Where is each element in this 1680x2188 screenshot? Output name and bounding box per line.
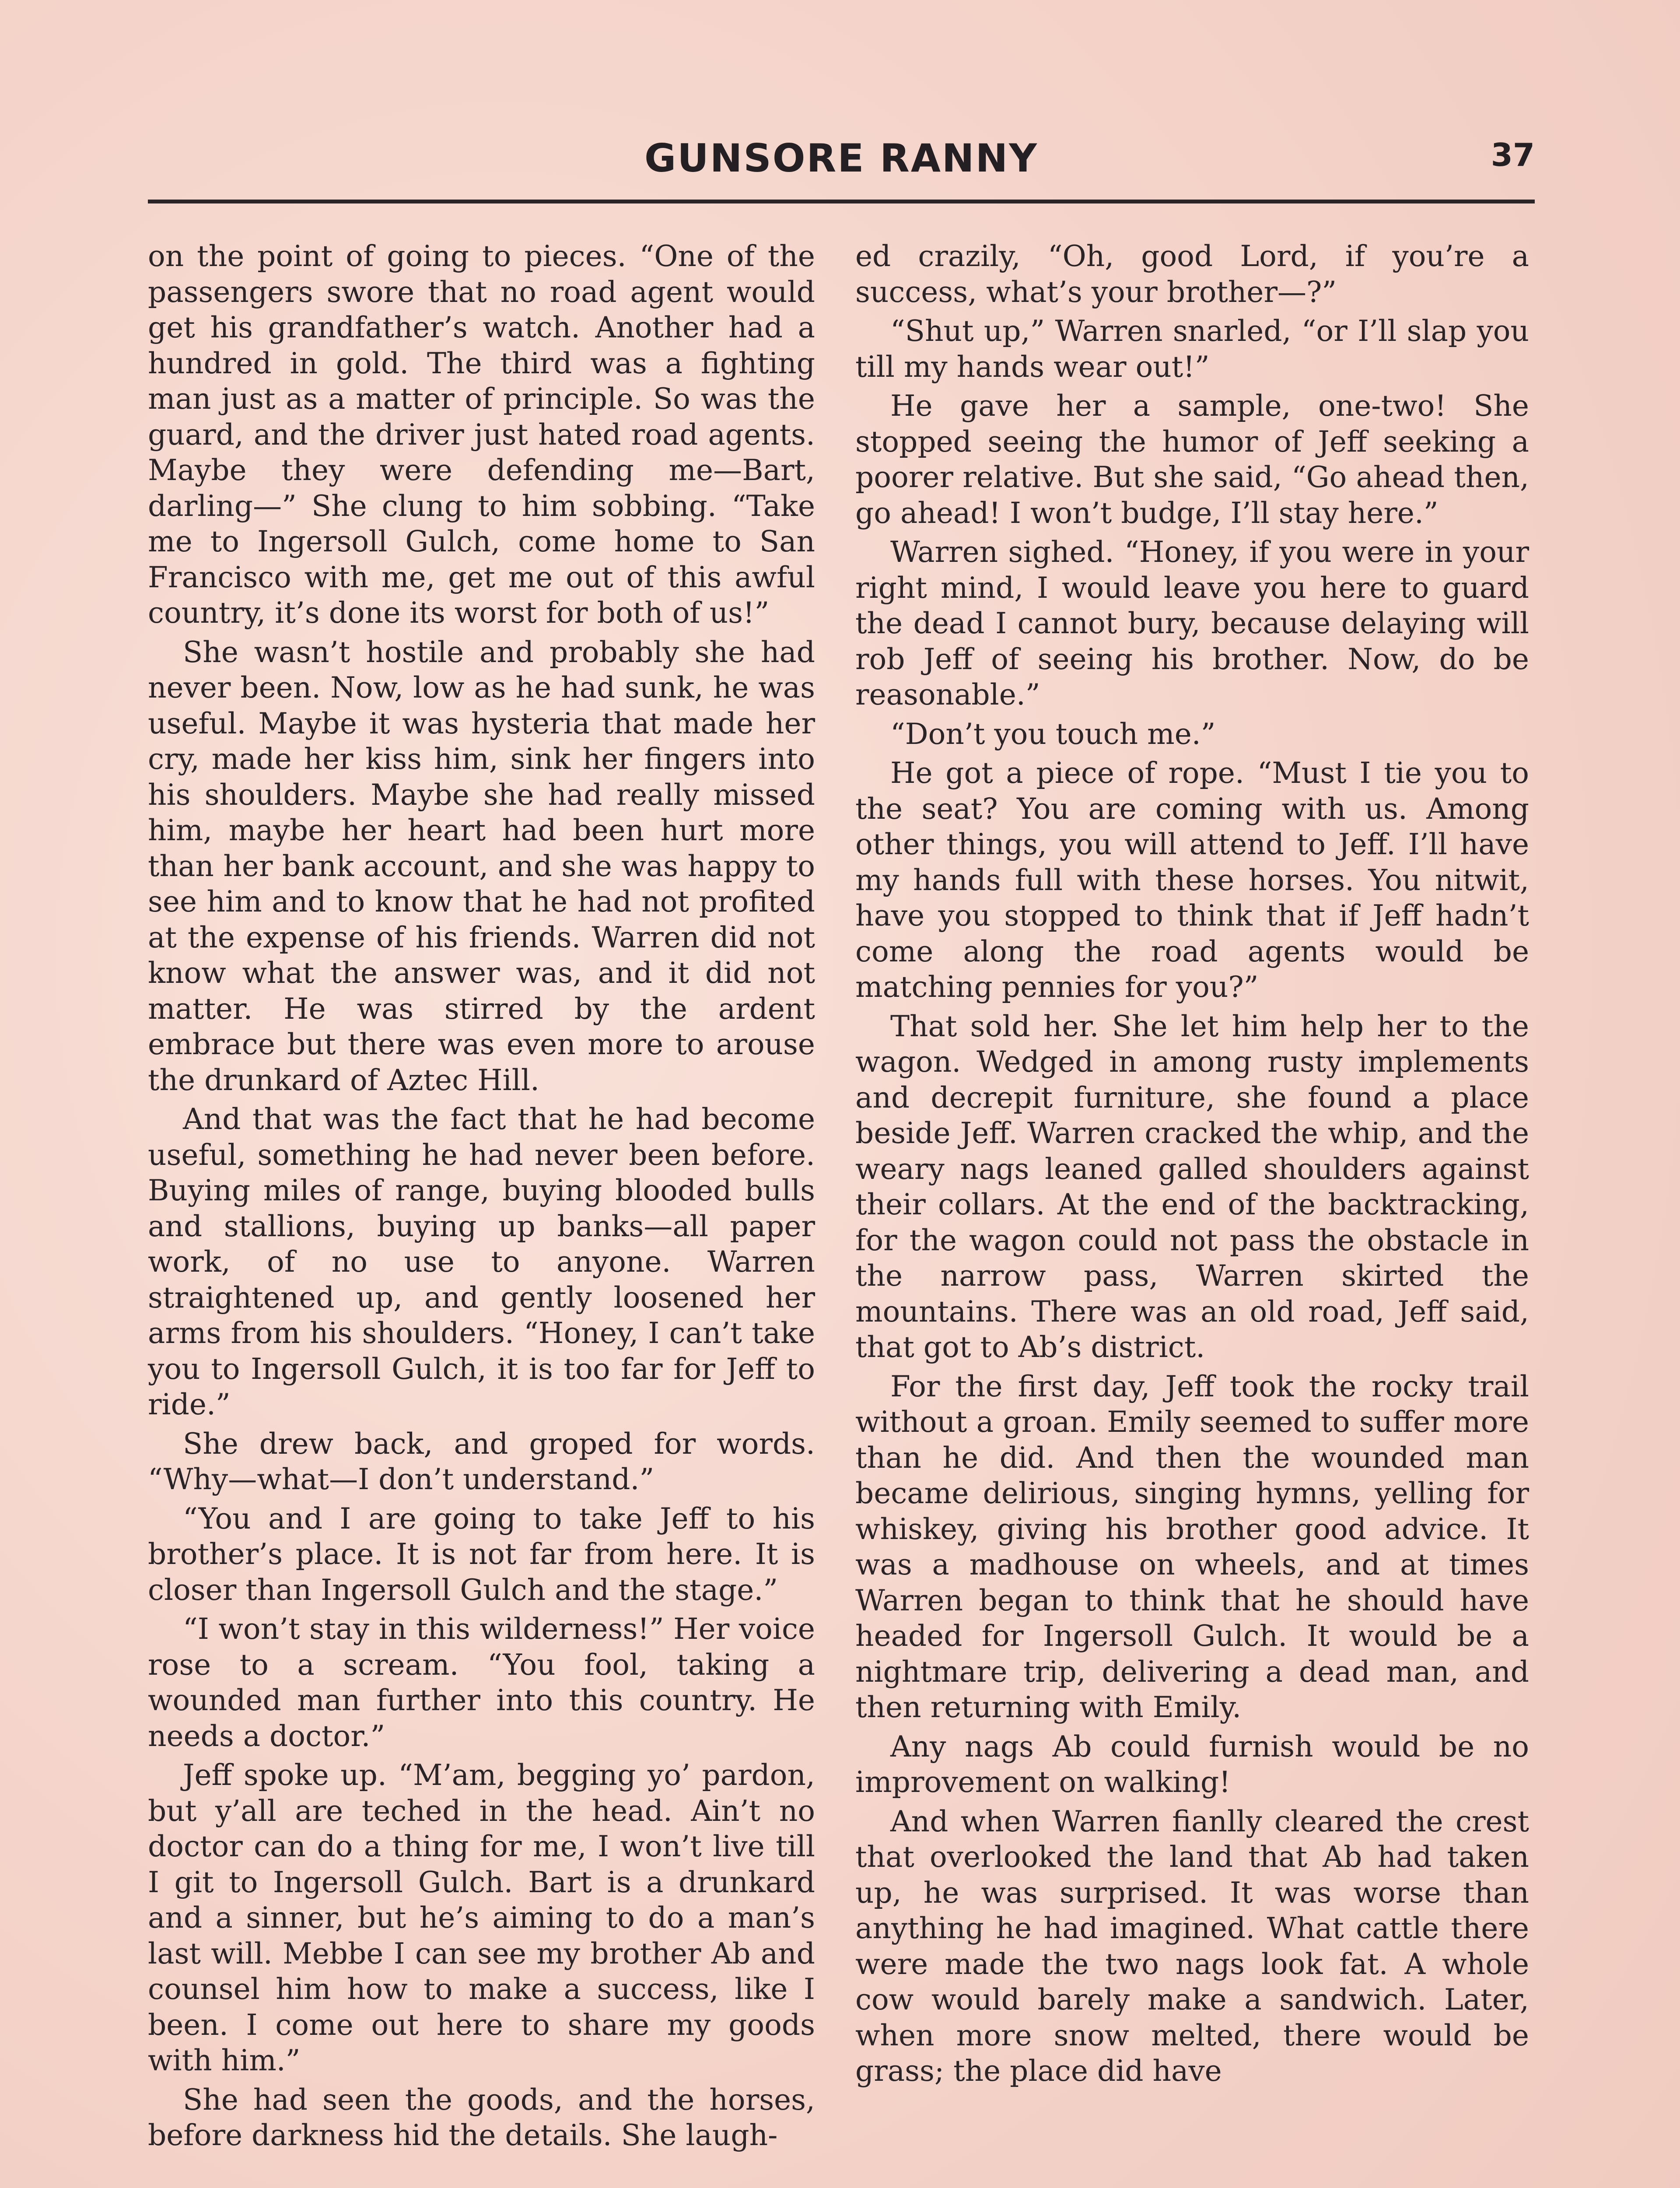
paragraph: Any nags Ab could furnish would be no improvement on walking! (855, 1729, 1529, 1799)
paragraph: on the point of going to pieces. “One of the passengers swore that no road agent would get his grandfather’s watch. Another had a hundred in gold. The third was a fighting man just as a matter of principle. So was the guard, and the driver just hated road agents. Maybe they were defending me—Bart, darling—” She clung to him sobbing. “Take me to Ingersoll Gulch, come home to San Francisco with me, get me out of this awful country, it’s done its worst for both of us!” (148, 239, 815, 630)
story-title: GUNSORE RANNY (644, 136, 1038, 181)
paragraph: “Shut up,” Warren snarled, “or I’ll slap you till my hands wear out!” (855, 314, 1529, 384)
paragraph: He gave her a sample, one-two! She stopped seeing the humor of Jeff seeking a poorer relative. But she said, “Go ahead then, go ahead! I won’t budge, I’ll stay here.” (855, 389, 1529, 530)
paragraph: She drew back, and groped for words. “Why—what—I don’t understand.” (148, 1427, 815, 1496)
paragraph: That sold her. She let him help her to the wagon. Wedged in among rusty implements and decrepit furniture, she found a place beside Jeff. Warren cracked the whip, and the weary nags leaned galled shoulders against their collars. At the end of the backtracking, for the wagon could not pass the obstacle in the narrow pass, Warren skirted the mountains. There was an old road, Jeff said, that got to Ab’s district. (855, 1009, 1529, 1364)
paragraph: And when Warren fianlly cleared the crest that overlooked the land that Ab had taken up, he was surprised. It was worse than anything he had imagined. What cattle there were made the two nags look fat. A whole cow would barely make a sandwich. Later, when more snow melted, there would be grass; the place did have (855, 1804, 1529, 2088)
running-header (148, 127, 1535, 193)
paragraph: “You and I are going to take Jeff to his brother’s place. It is not far from here. It is closer than Ingersoll Gulch and the stage.” (148, 1501, 815, 1607)
paragraph: ed crazily, “Oh, good Lord, if you’re a success, what’s your brother—?” (855, 239, 1529, 309)
header-rule (148, 200, 1535, 203)
paragraph: For the first day, Jeff took the rocky trail without a groan. Emily seemed to suffer more than he did. And then the wounded man became delirious, singing hymns, yelling for whiskey, giving his brother good advice. It was a madhouse on wheels, and at times Warren began to think that he should have headed for Ingersoll Gulch. It would be a nightmare trip, delivering a dead man, and then returning with Emily. (855, 1369, 1529, 1724)
paragraph: She had seen the goods, and the horses, before darkness hid the details. She laugh- (148, 2083, 815, 2152)
paragraph: “I won’t stay in this wilderness!” Her voice rose to a scream. “You fool, taking a wounded man further into this country. He needs a doctor.” (148, 1612, 815, 1753)
paragraph: She wasn’t hostile and probably she had never been. Now, low as he had sunk, he was useful. Maybe it was hysteria that made her cry, made her kiss him, sink her fingers into his shoulders. Maybe she had really missed him, maybe her heart had been hurt more than her bank account, and she was happy to see him and to know that he had not profited at the expense of his friends. Warren did not know what the answer was, and it did not matter. He was stirred by the ardent embrace but there was even more to arouse the drunkard of Aztec Hill. (148, 635, 815, 1097)
paragraph: And that was the fact that he had become useful, something he had never been before. Buying miles of range, buying blooded bulls and stallions, buying up banks—all paper work, of no use to anyone. Warren straightened up, and gently loosened her arms from his shoulders. “Honey, I can’t take you to Ingersoll Gulch, it is too far for Jeff to ride.” (148, 1102, 815, 1421)
paragraph: “Don’t you touch me.” (890, 717, 1216, 751)
left-column (148, 238, 815, 2157)
paragraph: He got a piece of rope. “Must I tie you to the seat? You are coming with us. Among other things, you will attend to Jeff. I’ll have my hands full with these horses. You nitwit, have you stopped to think that if Jeff hadn’t come along the road agents would be matching pennies for you?” (855, 756, 1529, 1004)
paragraph: Jeff spoke up. “M’am, begging yo’ pardon, but y’all are teched in the head. Ain’t no doctor can do a thing for me, I won’t live till I git to Ingersoll Gulch. Bart is a drunkard and a sinner, but he’s aiming to do a man’s last will. Mebbe I can see my brother Ab and counsel him how to make a success, like I been. I come out here to share my goods with him.” (148, 1758, 815, 2077)
page-number: 37 (1491, 137, 1535, 173)
paragraph: Warren sighed. “Honey, if you were in your right mind, I would leave you here to guard the dead I cannot bury, because delaying will rob Jeff of seeing his brother. Now, do be reasonable.” (855, 535, 1529, 712)
right-column (855, 238, 1529, 2093)
